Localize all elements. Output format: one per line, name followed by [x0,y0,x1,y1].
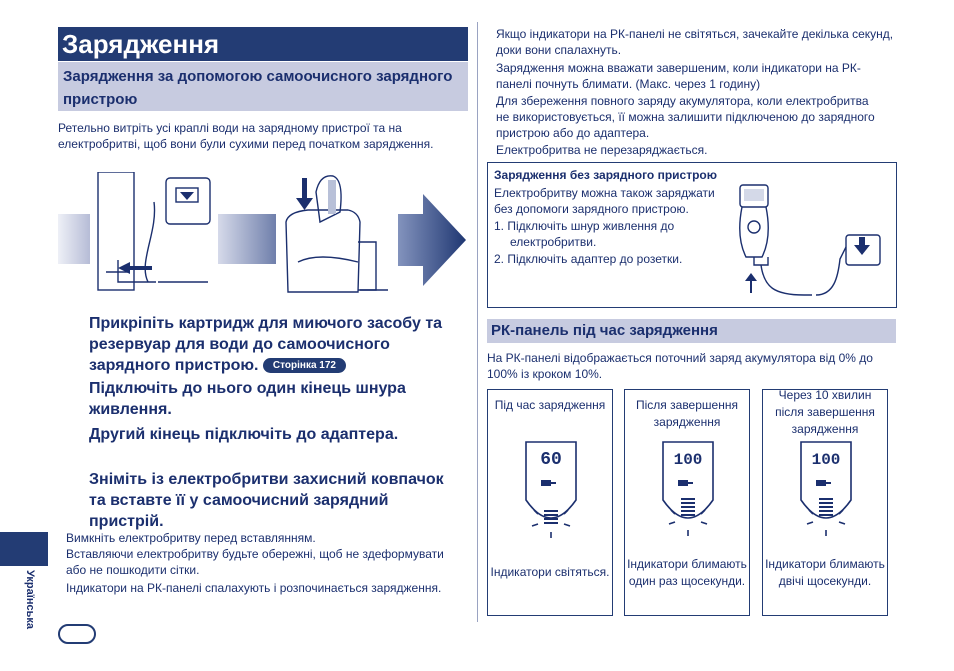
charger-illustration [58,172,468,302]
note-1: Вимкніть електробритву перед вставлянням. [66,531,316,545]
step-3: Другий кінець підключіть до адаптера. [89,426,399,443]
lcd-panel-top-label: Після завершення зарядження [636,398,738,429]
lcd-panel-complete [624,389,750,616]
page-number-oval [58,624,96,644]
right-para-4: Електробритва не перезаряджається. [496,143,708,157]
lcd-panel-top-label: Через 10 хвилин після завершення зарядження [775,388,875,436]
lcd-display [797,440,855,540]
column-divider [477,22,478,622]
lcd-panel-bottom-label: Індикатори світяться. [490,565,610,579]
no-charger-item-1: 1. Підключіть шнур живлення до електробритви. [494,219,675,249]
lcd-display [659,440,717,540]
lcd-section-heading: РК-панель під час зарядження [487,319,896,343]
no-charger-heading: Зарядження без зарядного пристрою [494,168,717,182]
step-1 [89,313,464,376]
lcd-panel-bottom-label: Індикатори блимають один раз щосекунди. [627,557,747,588]
language-label: Українська [24,570,36,630]
right-para-3: Для збереження повного заряду акумулятора, коли електробритва не використовується, її можна залишити підключеною до зарядного пристрою або до адаптера. [496,94,875,140]
no-charger-text: Електробритву можна також заряджати без допомоги зарядного пристрою. [494,186,715,216]
lcd-panel-charging [487,389,613,616]
lcd-section-text: На РК-панелі відображається поточний заряд акумулятора від 0% до 100% із кроком 10%. [487,351,873,381]
step-2: Підключіть до нього один кінець шнура живлення. [89,380,406,418]
intro-text: Ретельно витріть усі краплі води на зарядному пристрої та на електробритві, щоб вони були сухими перед початком зарядження. [58,121,434,151]
lcd-display [522,440,580,540]
section-subtitle: Зарядження за допомогою самоочисного зарядного пристрою [58,62,468,111]
right-para-2: Зарядження можна вважати завершеним, коли індикатори на РК-панелі почнуть блимати. (Макс. через 1 годину) [496,61,861,91]
lcd-panel-after-10min [762,389,888,616]
right-para-1: Якщо індикатори на РК-панелі не світяться, зачекайте декілька секунд, доки вони спалахнуть. [496,27,894,57]
note-3: Індикатори на РК-панелі спалахують і розпочинається зарядження. [66,581,442,595]
lcd-percent-value: 100 [673,451,703,469]
no-charger-box [487,162,897,308]
lcd-percent-value: 60 [540,450,562,470]
lcd-panel-top-label: Під час зарядження [494,398,606,412]
step-1-text: Прикріпіть картридж для миючого засобу та резервуар для води до самоочисного зарядного пристрою. [89,315,443,374]
lcd-panel-bottom-label: Індикатори блимають двічі щосекунди. [765,557,885,588]
language-tab [0,532,48,566]
no-charger-item-2: 2. Підключіть адаптер до розетки. [494,252,683,266]
note-2: Вставляючи електробритву будьте обережні, щоб не здеформувати або не пошкодити сітки. [66,547,444,577]
shaver-adapter-illustration [734,177,884,305]
step-4: Зніміть із електробритви захисний ковпачок та вставте її у самоочисний зарядний пристрій. [89,471,444,530]
lcd-percent-value: 100 [811,451,841,469]
page-title: Зарядження [58,27,468,61]
page-reference-link[interactable]: Сторінка 172 [263,358,346,373]
